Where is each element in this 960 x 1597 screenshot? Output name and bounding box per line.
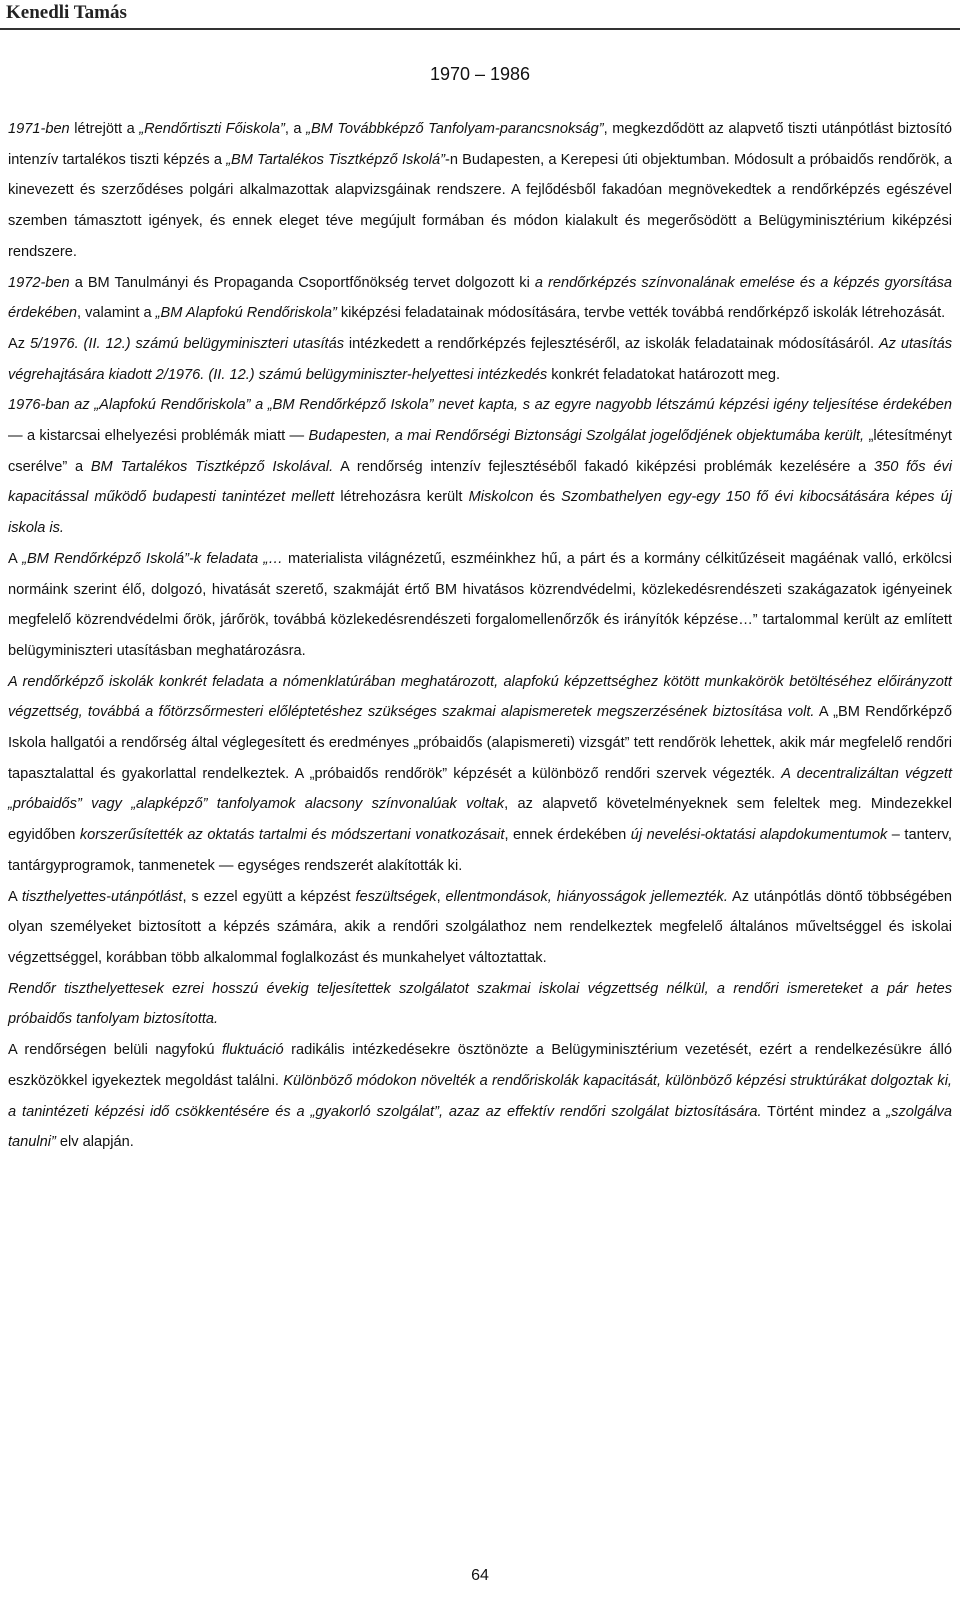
text-run: A „BM Rendőrképző Iskola hallgatói a rendőrség által véglegesített és eredményes „próbaidős (alapismereti) vizsgát” tett rendőrök lehettek, akik már megfelelő rendőri tapasztalattal és gyakorlattal rendelkeztek. A „próbaidős rendőrök” képzését a különböző rendőri szervek végezték. (8, 704, 952, 782)
text-run: , s ezzel együtt a képzést (182, 888, 356, 905)
text-run: – tanterv, tantárgyprogramok, tanmenetek — egységes rendszerét alakították ki. (8, 827, 952, 874)
italic-text-run: „Rendőrtiszti Főiskola” (139, 121, 285, 137)
paragraph (8, 882, 952, 974)
paragraph (8, 1035, 952, 1158)
italic-text-run: „szolgálva tanulni” (8, 1103, 952, 1151)
italic-text-run: új nevelési-oktatási alapdokumentumok (630, 827, 888, 844)
italic-text-run: „BM Továbbképző Tanfolyam-parancsnokság” (306, 121, 604, 137)
text-run: A (8, 550, 23, 567)
text-run: A rendőrségen belüli nagyfokú (8, 1042, 222, 1059)
paragraph (8, 268, 952, 329)
italic-text-run: ellentmondások, hiányosságok jellemezték. (445, 888, 728, 905)
italic-text-run: korszerűsítették az oktatás tartalmi és módszertani vonatkozásait (79, 827, 505, 844)
text-run: létrehozásra került (334, 489, 469, 506)
text-run: a BM Tanulmányi és Propaganda Csoportfőnökség tervet dolgozott ki (69, 274, 535, 291)
italic-text-run: 1972-ben (8, 274, 70, 291)
italic-text-run: Rendőr tiszthelyettesek ezrei hosszú évekig teljesítettek szolgálatot szakmai iskolai végzettség nélkül, a rendőri ismereteket a pár hetes próbaidős tanfolyam biztosította. (8, 980, 952, 1028)
running-head-author: Kenedli Tamás (6, 2, 127, 23)
text-run: , valamint a (76, 305, 156, 322)
section-title: 1970 – 1986 (429, 64, 531, 84)
text-run: , a (284, 121, 307, 137)
italic-text-run: A rendőrképző iskolák konkrét feladata a nómenklatúrában meghatározott, alapfokú képzettséghez kötött munkakörök betöltéséhez előirányzott végzettség, továbbá a főtörzsőrmesteri előléptetéshez szükséges szakmai alapismeretek megszerzésének biztosítása volt. (8, 673, 952, 721)
paragraph (8, 667, 952, 882)
paragraph (8, 974, 952, 1035)
text-run: materialista világnézetű, eszméinkhez hű, a párt és a kormány célkitűzéseit magáénak valló, erkölcsi normáink szerint élő, dolgozó, hivatását szerető, szakmáját értő BM hivatásos közrendvédelmi, közlekedésrendészeti szakágazatok igényeinek megfelelő közrendvédelmi őrök, járőrök, továbbá közlekedésrendészeti forgalomellenőrzők és irányítók képzése…” tartalommal került az említett belügyminiszteri utasításban meghatározásra. (8, 550, 952, 659)
paragraph (8, 114, 952, 268)
italic-text-run: 350 fős évi kapacitással működő budapesti tanintézet mellett (8, 458, 952, 506)
text-run: kiképzési feladatainak módosítására, tervbe vették továbbá rendőrképző iskolák létrehozását. (336, 305, 946, 322)
paragraph (8, 329, 952, 390)
paragraph (8, 544, 952, 667)
paragraph (8, 390, 952, 544)
body-text (8, 114, 952, 1158)
text-run: -n Budapesten, a Kerepesi úti objektumban. Módosult a próbaidős rendőrök, a kinevezett és szerződéses polgári alkalmazottak alapvizsgáinak rendszere. A fejlődésből fakadóan megnövekedtek a rendőrképzés egészével szemben támasztott igények, és ennek eleget téve megújult formában és módon kialakult és megerősödött a Belügyminisztérium kiképzési rendszere. (8, 151, 952, 260)
italic-text-run: Különböző módokon növelték a rendőriskolák kapacitását, különböző képzési struktúrákat dolgoztak ki, a tanintézeti képzési idő csökkentésére és a „gyakorló szolgálat”, azaz az effektív rendőri szolgálat biztosítására. (8, 1072, 952, 1120)
text-run: radikális intézkedésekre ösztönözte a Belügyminisztérium vezetését, ezért a rendelkezésükre álló eszközökkel igyekeztek megoldást találni. (8, 1042, 952, 1089)
header-rule (0, 28, 960, 30)
italic-text-run: fluktuáció (222, 1042, 284, 1059)
text-run: és (533, 489, 562, 506)
text-run: , ennek érdekében (504, 827, 631, 844)
italic-text-run: 1971-ben (8, 121, 70, 137)
text-run: — a kistarcsai elhelyezési problémák miatt — (8, 428, 309, 445)
text-run: konkrét feladatokat határozott meg. (547, 366, 780, 383)
italic-text-run: „BM Rendőrképző Iskolá”-k feladata „… (22, 550, 283, 567)
text-run: Az (8, 335, 30, 352)
italic-text-run: Budapesten, a mai Rendőrségi Biztonsági Szolgálat jogelődjének objektumába került, (308, 428, 865, 445)
italic-text-run: Az utasítás végrehajtására kiadott 2/1976. (II. 12.) számú belügyminiszter-helyettesi intézkedés (8, 335, 952, 383)
italic-text-run: Szombathelyen egy-egy 150 fő évi kibocsátására képes új iskola is. (8, 489, 952, 537)
text-run: , az alapvető követelményeknek sem feleltek meg. Mindezekkel egyidőben (8, 796, 953, 844)
text-run: „létesítményt cserélve” a (8, 428, 952, 475)
text-run: Történt mindez a (761, 1103, 887, 1120)
text-run: létrejött a (69, 121, 140, 137)
text-run: intézkedett a rendőrképzés fejlesztéséről, az iskolák feladatainak módosításáról. (344, 335, 879, 352)
text-run: , (436, 888, 446, 905)
italic-text-run: feszültségek (355, 888, 437, 905)
text-run: , megkezdődött az alapvető tiszti utánpótlást biztosító intenzív tartalékos tiszti képzés a (8, 121, 953, 168)
page-number: 64 (471, 1567, 489, 1584)
italic-text-run: tiszthelyettes-utánpótlást (21, 888, 183, 905)
italic-text-run: A decentralizáltan végzett „próbaidős” vagy „alapképző” tanfolyamok alacsony színvonalúak voltak (8, 765, 953, 813)
italic-text-run: a rendőrképzés színvonalának emelése és a képzés gyorsítása érdekében (8, 274, 953, 322)
text-run: Az utánpótlás döntő többségében olyan személyeket biztosított a képzés számára, akik a rendőri szolgálathoz nem rendelkeztek megfelelő általános műveltséggel és iskolai végzettséggel, korábban több alkalommal foglalkozást és munkahelyet változtattak. (8, 888, 952, 966)
italic-text-run: „BM Alapfokú Rendőriskola” (155, 305, 337, 322)
italic-text-run: „BM Tartalékos Tisztképző Iskolá” (226, 151, 445, 168)
text-run: elv alapján. (55, 1134, 134, 1151)
italic-text-run: 1976-ban az „Alapfokú Rendőriskola” a „BM Rendőrképző Iskola” nevet kapta, s az egyre nagyobb létszámú képzési igény teljesítése érdekében (8, 397, 952, 414)
text-run: A rendőrség intenzív fejlesztéséből fakadó kiképzési problémák kezelésére a (333, 458, 874, 475)
italic-text-run: 5/1976. (II. 12.) számú belügyminiszteri utasítás (29, 335, 345, 352)
italic-text-run: BM Tartalékos Tisztképző Iskolával. (90, 458, 334, 475)
italic-text-run: Miskolcon (468, 489, 534, 506)
text-run: A (8, 888, 22, 905)
